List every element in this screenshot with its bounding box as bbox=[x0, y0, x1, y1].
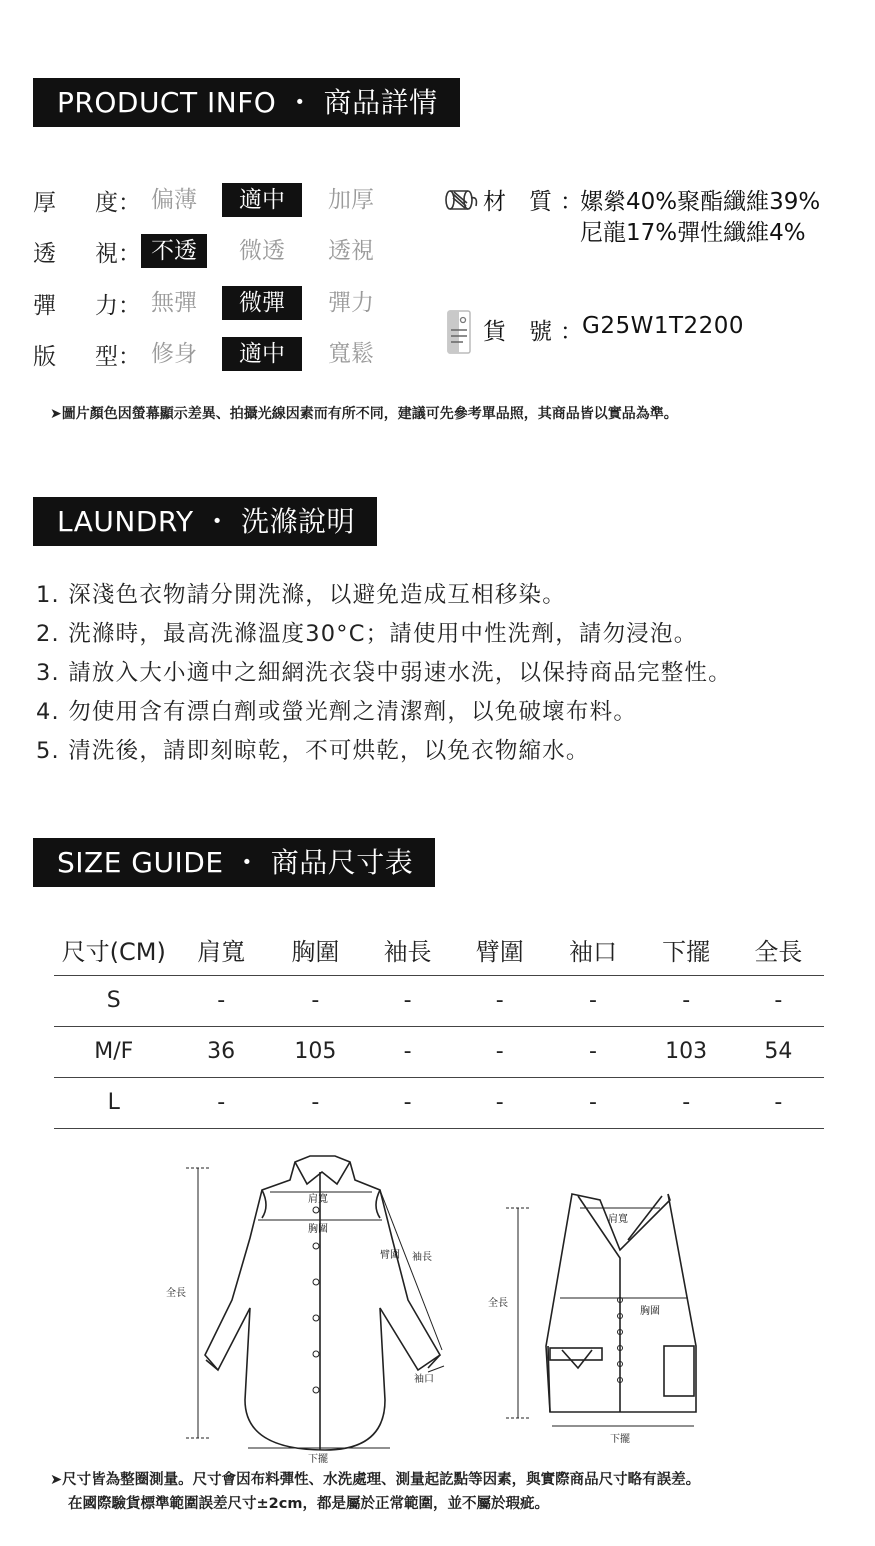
size-value-cell: - bbox=[640, 1077, 733, 1128]
size-value-cell: - bbox=[640, 975, 733, 1026]
size-value-cell: 54 bbox=[733, 1026, 824, 1077]
attribute-label bbox=[33, 287, 145, 320]
size-value-cell: 105 bbox=[269, 1026, 362, 1077]
attribute-label bbox=[33, 338, 145, 371]
attribute-option-selected: 適中 bbox=[222, 337, 302, 371]
vest-hem-label: 下擺 bbox=[610, 1434, 630, 1445]
laundry-item: 2. 洗滌時，最高洗滌溫度30°C；請使用中性洗劑，請勿浸泡。 bbox=[36, 621, 698, 647]
size-value-cell: - bbox=[453, 1026, 546, 1077]
size-table bbox=[54, 925, 824, 1129]
laundry-item: 4. 勿使用含有漂白劑或螢光劑之清潔劑，以免破壞布料。 bbox=[36, 699, 638, 725]
size-table-row bbox=[54, 1077, 824, 1128]
size-value-cell: - bbox=[733, 975, 824, 1026]
shirt-hem-label: 下擺 bbox=[308, 1454, 328, 1465]
vest-chest-label: 胸圍 bbox=[640, 1306, 660, 1317]
attribute-option: 修身 bbox=[151, 341, 197, 367]
size-table-header-row bbox=[54, 925, 824, 975]
material-colon: ： bbox=[560, 189, 583, 215]
attribute-label-char: 型： bbox=[95, 343, 141, 370]
size-name-cell: S bbox=[54, 975, 174, 1026]
cuff-column-header: 袖口 bbox=[546, 925, 639, 975]
sleeve-column-header: 袖長 bbox=[362, 925, 453, 975]
attribute-row bbox=[33, 183, 413, 217]
size-value-cell: - bbox=[453, 975, 546, 1026]
attribute-option: 偏薄 bbox=[151, 187, 197, 213]
attribute-row bbox=[33, 337, 413, 371]
garment-measurement-diagram bbox=[150, 1150, 710, 1470]
color-disclaimer: ➤圖片顏色因螢幕顯示差異、拍攝光線因素而有所不同，建議可先參考單品照，其商品皆以實品為準。 bbox=[50, 406, 678, 422]
attribute-label-char: 力： bbox=[95, 292, 141, 319]
size-table-row bbox=[54, 1026, 824, 1077]
chest-column-header: 胸圍 bbox=[269, 925, 362, 975]
size-value-cell: - bbox=[546, 1026, 639, 1077]
size-value-cell: - bbox=[453, 1077, 546, 1128]
attribute-label-char: 彈 bbox=[33, 292, 56, 319]
laundry-header: LAUNDRY ・ 洗滌說明 bbox=[33, 497, 377, 546]
shirt-shoulder-label: 肩寬 bbox=[308, 1194, 328, 1205]
size-column-header: 尺寸(CM) bbox=[54, 925, 174, 975]
attribute-option: 加厚 bbox=[328, 187, 374, 213]
size-value-cell: - bbox=[174, 975, 269, 1026]
shirt-arm-label: 臂圍 bbox=[380, 1250, 400, 1261]
attribute-option: 透視 bbox=[328, 238, 374, 264]
size-value-cell: - bbox=[269, 1077, 362, 1128]
attribute-option-selected: 微彈 bbox=[222, 286, 302, 320]
attribute-option: 寬鬆 bbox=[328, 341, 374, 367]
attribute-label-char: 度： bbox=[95, 189, 141, 216]
size-name-cell: M/F bbox=[54, 1026, 174, 1077]
thread-spool-icon bbox=[442, 186, 480, 214]
attribute-option: 無彈 bbox=[151, 290, 197, 316]
shirt-length-label: 全長 bbox=[166, 1288, 186, 1299]
product-info-header: PRODUCT INFO ・ 商品詳情 bbox=[33, 78, 460, 127]
size-guide-header: SIZE GUIDE ・ 商品尺寸表 bbox=[33, 838, 435, 887]
vest-shoulder-label: 肩寬 bbox=[608, 1214, 628, 1225]
size-value-cell: 103 bbox=[640, 1026, 733, 1077]
laundry-item: 3. 請放入大小適中之細網洗衣袋中弱速水洗，以保持商品完整性。 bbox=[36, 660, 732, 686]
sku-label: 貨 號 bbox=[483, 319, 552, 345]
attribute-label-char: 視： bbox=[95, 240, 141, 267]
size-footnote-line1: ➤尺寸皆為整圈測量。尺寸會因布料彈性、水洗處理、測量起訖點等因素，與實際商品尺寸略有誤差。 bbox=[50, 1472, 701, 1488]
laundry-item: 1. 深淺色衣物請分開洗滌，以避免造成互相移染。 bbox=[36, 582, 566, 608]
attribute-option-selected: 不透 bbox=[141, 234, 207, 268]
laundry-list bbox=[36, 576, 732, 771]
size-name-cell: L bbox=[54, 1077, 174, 1128]
sku-value: G25W1T2200 bbox=[582, 313, 745, 339]
size-value-cell: - bbox=[546, 1077, 639, 1128]
attribute-row bbox=[33, 234, 413, 268]
attribute-label-char: 版 bbox=[33, 343, 56, 370]
size-value-cell: - bbox=[174, 1077, 269, 1128]
attribute-label bbox=[33, 235, 145, 268]
attribute-option: 彈力 bbox=[328, 290, 374, 316]
attribute-option-selected: 適中 bbox=[222, 183, 302, 217]
tag-icon bbox=[447, 310, 471, 354]
arm-column-header: 臂圍 bbox=[453, 925, 546, 975]
shirt-chest-label: 胸圍 bbox=[308, 1224, 328, 1235]
size-value-cell: - bbox=[733, 1077, 824, 1128]
size-footnote-line2: 在國際驗貨標準範圍誤差尺寸±2cm，都是屬於正常範圍，並不屬於瑕疵。 bbox=[68, 1496, 549, 1512]
material-value-line2: 尼龍17%彈性纖維4% bbox=[580, 220, 806, 246]
size-value-cell: - bbox=[546, 975, 639, 1026]
length-column-header: 全長 bbox=[733, 925, 824, 975]
attribute-label-char: 透 bbox=[33, 240, 56, 267]
shirt-cuff-label: 袖口 bbox=[414, 1374, 434, 1385]
size-value-cell: - bbox=[362, 1026, 453, 1077]
sku-colon: ： bbox=[560, 319, 583, 345]
attribute-label bbox=[33, 184, 145, 217]
size-table-row bbox=[54, 975, 824, 1026]
material-label: 材 質 bbox=[483, 189, 552, 215]
laundry-item: 5. 清洗後，請即刻晾乾，不可烘乾，以免衣物縮水。 bbox=[36, 738, 590, 764]
size-value-cell: - bbox=[269, 975, 362, 1026]
attribute-label-char: 厚 bbox=[33, 189, 56, 216]
size-value-cell: 36 bbox=[174, 1026, 269, 1077]
shoulder-column-header: 肩寬 bbox=[174, 925, 269, 975]
material-value-line1: 嫘縈40%聚酯纖維39% bbox=[580, 189, 821, 215]
attribute-option: 微透 bbox=[239, 238, 285, 264]
vest-length-label: 全長 bbox=[488, 1298, 508, 1309]
attribute-row bbox=[33, 286, 413, 320]
size-value-cell: - bbox=[362, 1077, 453, 1128]
shirt-sleeve-label: 袖長 bbox=[412, 1252, 432, 1263]
hem-column-header: 下擺 bbox=[640, 925, 733, 975]
size-value-cell: - bbox=[362, 975, 453, 1026]
